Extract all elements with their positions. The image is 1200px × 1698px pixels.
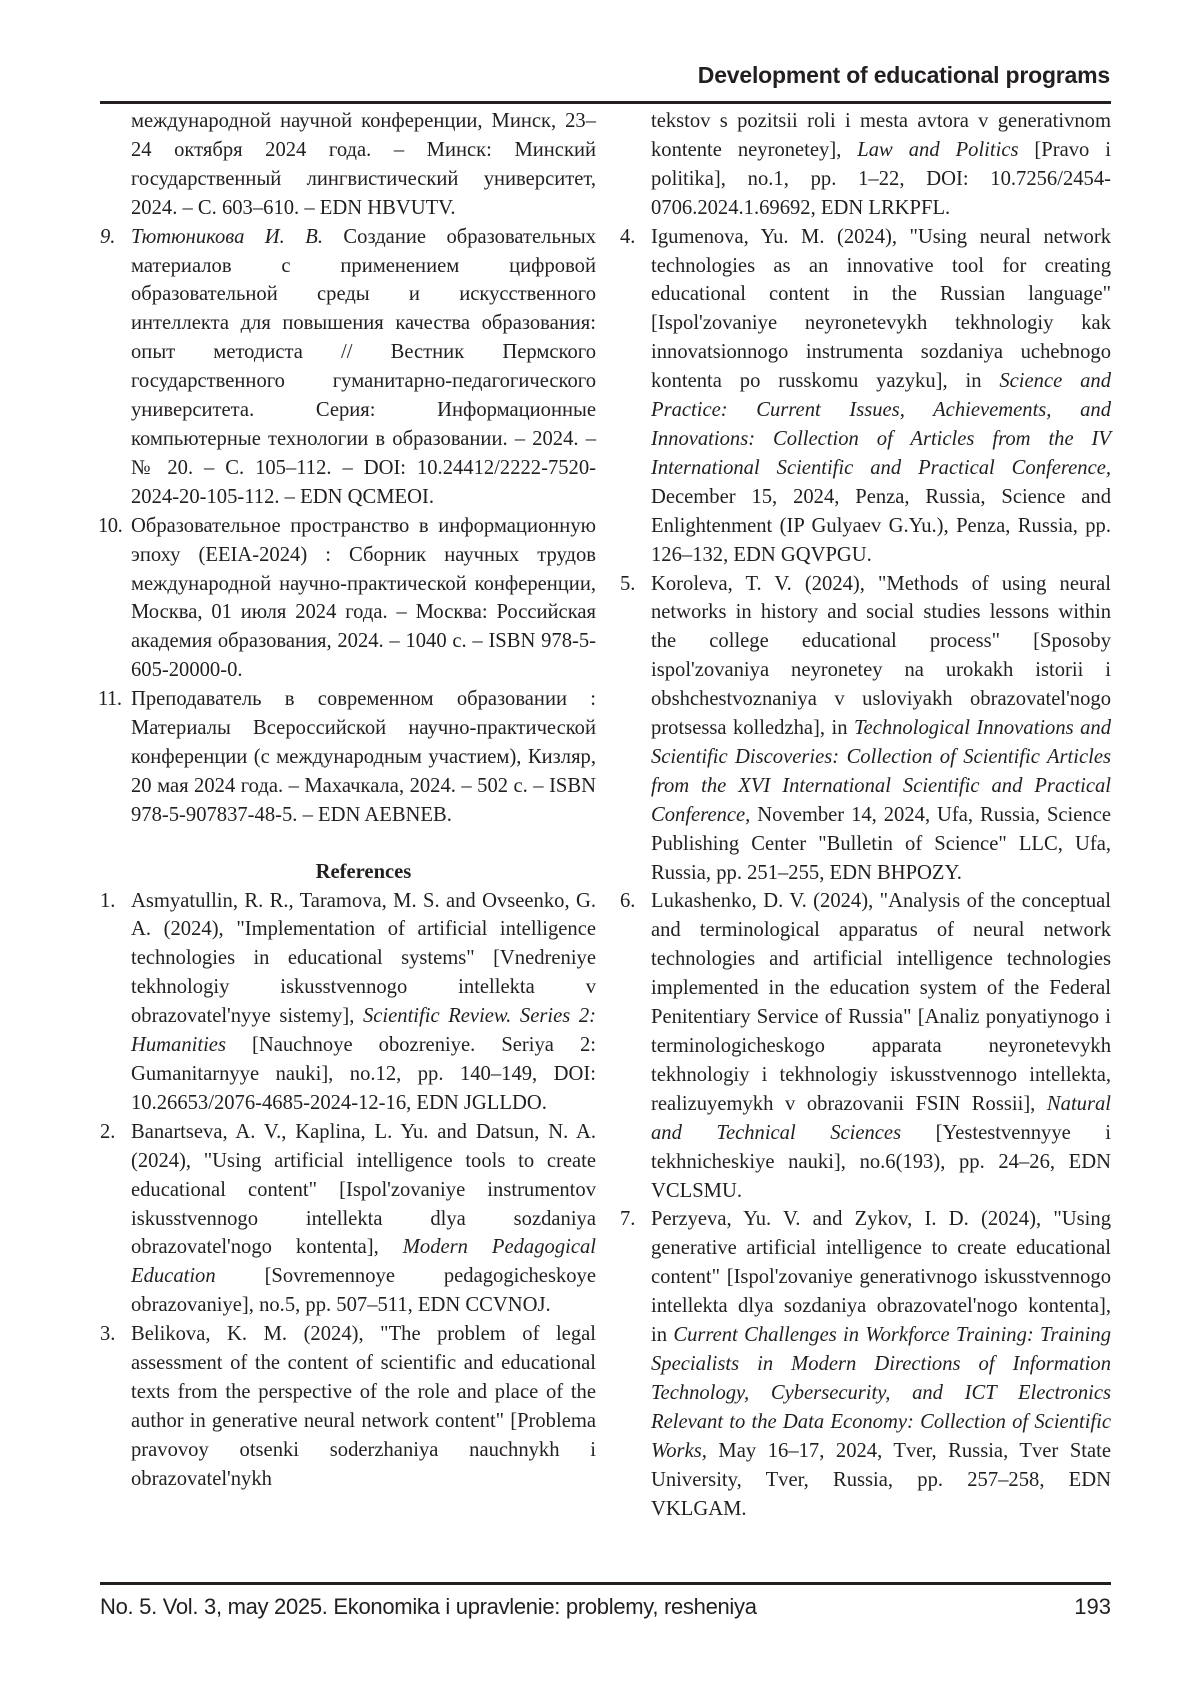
right-column <box>620 107 1111 1523</box>
reference-source-title: Current Challenges in Workforce Training: Training Specialists in Modern Directions of Information Technology, Cybersecurity, and ICT Electronics Relevant to the Data Economy: Collection of Scientific Works, <box>651 1324 1111 1462</box>
reference-source-title: Modern Pedagogical Education <box>131 1236 596 1288</box>
reference-text <box>651 570 1111 888</box>
references-heading: References <box>315 860 412 883</box>
russian-reference-11 <box>100 685 596 830</box>
reference-text <box>651 223 1111 570</box>
reference-text <box>651 1205 1111 1523</box>
reference-body: Lukashenko, D. V. (2024), "Analysis of the conceptual and terminological apparatus of neural network technologies and artificial intelligence technologies implemented in the education system of the Federal Penitentiary Service of Russia" [Analiz ponyatiynogo i terminologicheskogo apparata neyronetevykh tekhnologiy i tekhnologiy iskusstvennogo intellekta, realizuyemykh v obrazovanii FSIN Rossii], <box>651 890 1111 1115</box>
reference-details: [Yestestvennyye i tekhnicheskiye nauki], no.6(193), pp. 24–26, EDN VCLSMU. <box>651 1121 1111 1202</box>
reference-1 <box>100 887 596 1118</box>
reference-3-part-2 <box>620 107 1111 223</box>
reference-details: [Nauchnoye obozreniye. Seriya 2: Gumanitarnyye nauki], no.12, pp. 140–149, DOI: 10.26653/2076-4685-2024-12-16, EDN JGLLDO. <box>131 1034 596 1114</box>
reference-text <box>131 223 596 512</box>
reference-source-title: Scientific Review. Series 2: Humanities <box>131 1005 596 1057</box>
reference-text <box>651 887 1111 1205</box>
reference-text <box>131 1118 596 1320</box>
reference-body: Belikova, K. M. (2024), "The problem of legal assessment of the content of scientific and educational texts from the perspective of the role and place of the author in generative neural network content" [Problema pravovoy otsenki soderzhaniya nauchnykh i obrazovatel'nykh <box>131 1323 596 1490</box>
reference-details: November 14, 2024, Ufa, Russia, Science Publishing Center "Bulletin of Science" LLC, Ufa, Russia, pp. 251–255, EDN BHPOZY. <box>651 803 1111 884</box>
reference-number: 2. <box>100 1120 116 1143</box>
reference-details: May 16–17, 2024, Tver, Russia, Tver State University, Tver, Russia, pp. 257–258, EDN VKLGAM. <box>651 1439 1111 1520</box>
reference-source-title: Natural and Technical Sciences <box>651 1092 1111 1144</box>
reference-body: Создание образовательных материалов с применением цифровой образовательной среды и искусственного интеллекта для повышения качества образования: опыт методиста // Вестник Пермского государственного гуманитарно-педагогического университета. Серия: Информационные компьютерные технологии в образовании. – 2024. – № 20. – С. 105–112. – DOI: 10.24412/2222-7520-2024-20-105-112. – EDN QCMEOI. <box>131 225 596 508</box>
reference-number: 5. <box>620 572 636 595</box>
reference-source-title: Science and Practice: Current Issues, Achievements, and Innovations: Collection of Articles from the IV International Scientific and Practical Conference, <box>651 370 1111 479</box>
reference-continuation-8: международной научной конференции, Минск, 23–24 октября 2024 года. – Минск: Минский государственный лингвистический университет, 2024. – С. 603–610. – EDN HBVUTV. <box>131 110 596 219</box>
reference-text <box>131 887 596 1118</box>
reference-author: Тютюникова И. В. <box>131 225 323 248</box>
reference-body: tekstov s pozitsii roli i mesta avtora v generativnom kontente neyronetey], <box>651 110 1111 161</box>
russian-reference-9 <box>100 223 596 512</box>
reference-source-title: Technological Innovations and Scientific Discoveries: Collection of Scientific Articles from the XVI International Scientific and Practical Conference, <box>651 717 1111 826</box>
reference-body: Koroleva, T. V. (2024), "Methods of using neural networks in history and social studies lessons within the college educational process" [Sposoby ispol'zovaniya neyronetey na urokakh istorii i obshchestvoznaniya v usloviyakh obrazovatel'nogo protsessa kolledzha], in <box>651 572 1111 740</box>
reference-details: [Sovremennoye pedagogicheskoye obrazovaniye], no.5, pp. 507–511, EDN CCVNOJ. <box>131 1265 596 1317</box>
reference-number: 1. <box>100 889 116 912</box>
reference-body: Banartseva, A. V., Kaplina, L. Yu. and Datsun, N. A. (2024), "Using artificial intelligence tools to create educational content" [Ispol'zovaniye instrumentov iskusstvennogo intellekta dlya sozdaniya obrazovatel'nogo kontenta], <box>131 1120 596 1259</box>
reference-body: Преподаватель в современном образовании : Материалы Всероссийской научно-практической конференции (с международным участием), Кизляр, 20 мая 2024 года. – Махачкала, 2024. – 502 с. – ISBN 978-5-907837-48-5. – EDN AEBNEB. <box>131 688 596 826</box>
footer-journal-line: No. 5. Vol. 3, may 2025. Ekonomika i upravlenie: problemy, resheniya <box>100 1594 757 1619</box>
russian-reference-10 <box>100 512 596 685</box>
reference-5 <box>620 570 1111 888</box>
left-column <box>100 107 596 1494</box>
reference-number: 11. <box>98 688 122 711</box>
reference-number: 6. <box>620 890 636 913</box>
reference-2 <box>100 1118 596 1320</box>
reference-number: 3. <box>100 1323 116 1346</box>
reference-body: Igumenova, Yu. M. (2024), "Using neural network technologies as an innovative tool for creating educational content in the Russian language" [Ispol'zovaniye neyronetevykh tekhnologiy kak innovatsionnogo instrumenta sozdaniya uchebnogo kontenta po russkomu yazyku], in <box>651 225 1111 393</box>
running-head-section-title: Development of educational programs <box>697 62 1110 88</box>
reference-number: 9. <box>100 225 116 248</box>
reference-3-part-1 <box>100 1320 596 1493</box>
reference-body: Perzyeva, Yu. V. and Zykov, I. D. (2024), "Using generative artificial intelligence to create educational content" [Ispol'zovaniye generativnogo iskusstvennogo intellekta dlya sozdaniya obrazovatel'nogo kontenta], in <box>651 1208 1111 1347</box>
reference-number: 10. <box>98 514 123 537</box>
reference-number: 4. <box>620 225 636 248</box>
reference-7 <box>620 1205 1111 1523</box>
reference-source-title: Law and Politics <box>857 138 1019 161</box>
header-rule <box>100 101 1111 104</box>
reference-details: [Pravo i politika], no.1, pp. 1–22, DOI: 10.7256/2454-0706.2024.1.69692, EDN LRKPFL. <box>651 138 1111 219</box>
reference-4 <box>620 223 1111 570</box>
reference-body: Образовательное пространство в информационную эпоху (EEIA-2024) : Сборник научных трудов международной научно-практической конференции, Москва, 01 июля 2024 года. – Москва: Российская академия образования, 2024. – 1040 с. – ISBN 978-5-605-20000-0. <box>131 514 596 682</box>
footer-page-number: 193 <box>1074 1594 1111 1619</box>
reference-6 <box>620 887 1111 1205</box>
reference-body: Asmyatullin, R. R., Taramova, M. S. and Ovseenko, G. A. (2024), "Implementation of artificial intelligence technologies in educational systems" [Vnedreniye tekhnologiy iskusstvennogo intellekta v obrazovatel'nyye sistemy], <box>131 889 596 1028</box>
reference-details: December 15, 2024, Penza, Russia, Science and Enlightenment (IP Gulyaev G.Yu.), Penza, Russia, pp. 126–132, EDN GQVPGU. <box>651 485 1111 566</box>
footer-rule <box>100 1582 1111 1585</box>
reference-number: 7. <box>620 1208 636 1231</box>
